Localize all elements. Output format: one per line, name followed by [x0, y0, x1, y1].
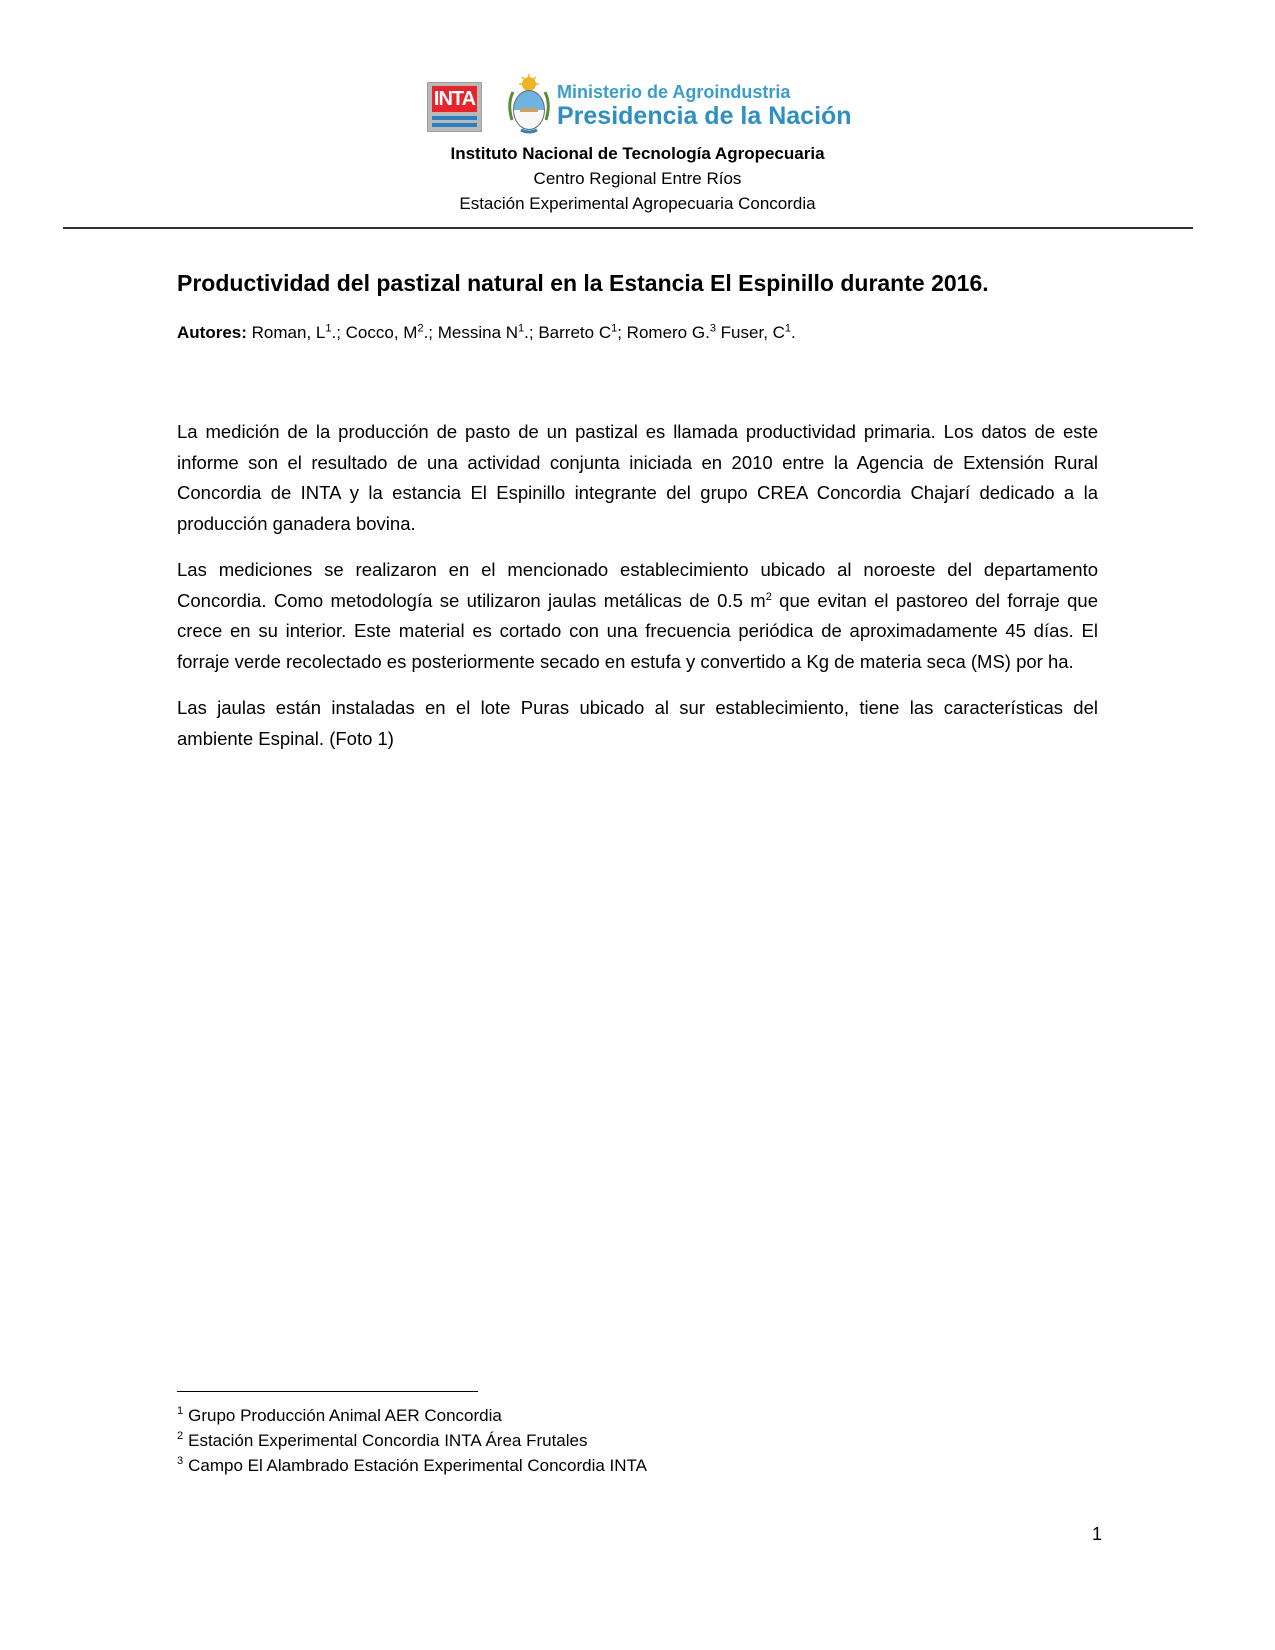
authors-label: Autores: — [177, 323, 247, 342]
presidencia-name: Presidencia de la Nación — [557, 102, 852, 130]
regional-center: Centro Regional Entre Ríos — [533, 169, 742, 188]
footnote-number: 3 — [177, 1455, 184, 1468]
footnote — [177, 1403, 977, 1428]
authors-list: Roman, $L^1$.; Cocco, $M^2$.; Messina $N^1$.; Barreto $C^1$; Romero G.$^3$ Fuser, $C^1$. — [251, 322, 796, 342]
author-name: Roman, L — [251, 323, 326, 342]
author-name: Barreto C — [538, 323, 612, 342]
author-affiliation: 2 — [417, 322, 424, 335]
author-affiliation: 1 — [518, 322, 525, 335]
author-affiliation: 1 — [784, 322, 792, 335]
institution-name: Instituto Nacional de Tecnología Agropecuaria — [450, 144, 825, 163]
footnote — [177, 1428, 977, 1453]
footnote — [177, 1453, 977, 1478]
national-coat-of-arms-icon — [507, 74, 551, 136]
author-name: Cocco, M — [345, 323, 418, 342]
footnote-text: Campo El Alambrado Estación Experimental Concordia INTA — [188, 1456, 648, 1475]
footnote-number: 2 — [177, 1430, 184, 1443]
document-body — [177, 417, 1098, 770]
paragraph-text: Las mediciones se realizaron en el mencionado establecimiento ubicado al noroeste del departamento Concordia. Como metodología se utilizaron jaulas metálicas de 0.5 m — [177, 559, 1098, 611]
experimental-station: Estación Experimental Agropecuaria Concordia — [459, 194, 816, 213]
authors-line — [177, 321, 1097, 345]
paragraph: Las jaulas están instaladas en el lote Puras ubicado al sur establecimiento, tiene las características del ambiente Espinal. (Foto 1) — [177, 697, 1098, 749]
author-affiliation: 3 — [709, 322, 716, 335]
inta-logo — [427, 82, 482, 132]
footnote-text: Grupo Producción Animal AER Concordia — [188, 1406, 502, 1425]
inta-logo-text: INTA — [433, 88, 476, 110]
footnote-separator — [177, 1391, 478, 1392]
paragraph — [177, 555, 1098, 677]
paragraph-text: que evitan el pastoreo del forraje que crece en su interior. Este material es cortado con una frecuencia periódica de aproximadamente 45 días. El forraje verde recolectado es posteriormente secado en estufa y convertido a Kg de materia seca (MS) por ha. — [177, 589, 1098, 672]
author-name: Romero G. — [626, 323, 710, 342]
ministerio-name: Ministerio de Agroindustria — [557, 82, 791, 102]
header-divider — [63, 227, 1193, 229]
institution-header — [0, 141, 1275, 216]
footnote-number: 1 — [177, 1405, 184, 1418]
document-title: Productividad del pastizal natural en la Estancia El Espinillo durante 2016. — [177, 270, 989, 296]
footnote-text: Estación Experimental Concordia INTA Área Frutales — [188, 1431, 588, 1450]
ministerio-logo — [557, 82, 877, 130]
inta-logo-stripe — [432, 123, 477, 127]
header-logos — [0, 72, 1275, 138]
paragraph: La medición de la producción de pasto de un pastizal es llamada productividad primaria. Los datos de este informe son el resultado de una actividad conjunta iniciada en 2010 entre la Agencia de Extensión Rural Concordia de INTA y la estancia El Espinillo integrante del grupo CREA Concordia Chajarí dedicado a la producción ganadera bovina. — [177, 421, 1098, 534]
author-affiliation: 1 — [325, 322, 332, 335]
inta-logo-stripe — [432, 116, 477, 120]
author-name: Fuser, C — [720, 323, 785, 342]
page-number: 1 — [1091, 1524, 1102, 1544]
superscript: 2 — [765, 590, 772, 603]
author-name: Messina N — [437, 323, 519, 342]
author-affiliation: 1 — [611, 322, 618, 335]
footnotes — [177, 1403, 977, 1478]
